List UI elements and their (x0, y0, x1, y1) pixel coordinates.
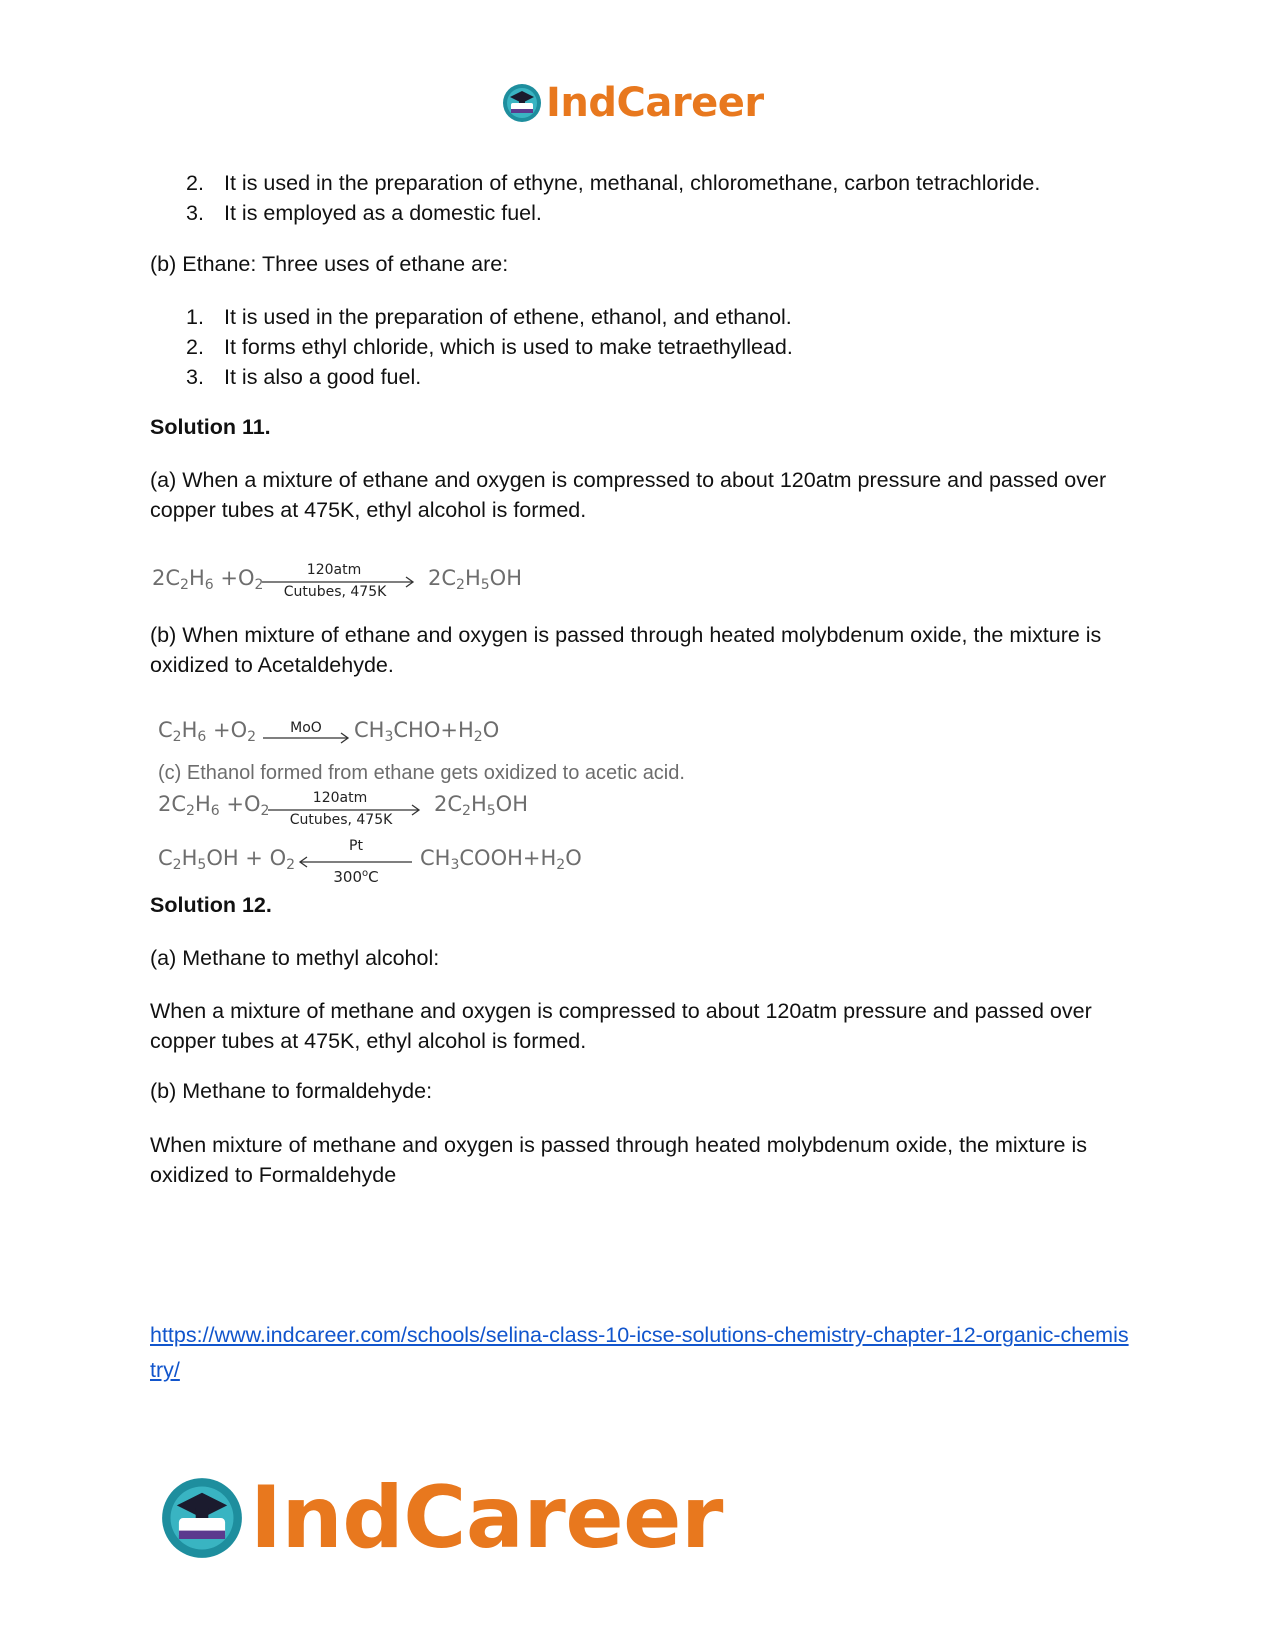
footer-logo (160, 1468, 723, 1568)
list-item: 3. It is employed as a domestic fuel. (186, 201, 542, 225)
equation-reactants: $2C_2H_6 +O_2$ (158, 792, 270, 819)
header-logo (502, 80, 764, 126)
arrow-condition-above: Pt (349, 838, 363, 854)
logo-wordmark: IndCareer (546, 80, 764, 126)
list-item: 2. It is used in the preparation of ethyne, methanal, chloromethane, carbon tetrachloride. (186, 171, 1041, 195)
arrow-condition-below: Cutubes, 475K (289, 812, 393, 828)
solution-11-a-text: (a) When a mixture of ethane and oxygen is compressed to about 120atm pressure and passed over copper tubes at 475K, ethyl alcohol is formed. (150, 468, 1107, 522)
solution-11-c-text: (c) Ethanol formed from ethane gets oxidized to acetic acid. (158, 762, 685, 784)
ethane-uses-list (150, 302, 1130, 392)
equation-reactants: $C_2H_5OH + O_2$ (158, 846, 296, 873)
list-item: 3. It is also a good fuel. (186, 365, 422, 389)
arrow-condition-above: 120atm (312, 790, 368, 806)
methane-uses-list (150, 168, 1130, 228)
equation-product: $2C_2H_5OH$ (434, 792, 528, 819)
graduation-book-icon (160, 1476, 244, 1560)
solution-12-heading: Solution 12. (150, 893, 272, 917)
methane-uses-list-block (150, 168, 1130, 228)
source-url-link[interactable]: https://www.indcareer.com/schools/selina-class-10-icse-solutions-chemistry-chapter-12-organic-chemistry/ (150, 1323, 1129, 1382)
solution-11-heading: Solution 11. (150, 415, 271, 439)
equation-reactants: $2C_2H_6 +O_2$ (152, 566, 264, 593)
arrow-condition-below: 300$^o$C (333, 868, 379, 886)
arrow-condition-below: Cutubes, 475K (283, 584, 387, 600)
arrow-condition-above: MoO (290, 720, 322, 736)
graduation-book-icon (502, 83, 542, 123)
equation-reactants: $C_2H_6 +O_2$ (158, 718, 257, 745)
solution-12-a-text: When a mixture of methane and oxygen is compressed to about 120atm pressure and passed over copper tubes at 475K, ethyl alcohol is formed. (150, 999, 1092, 1053)
equation-product: $CH_3COOH+H_2O$ (420, 846, 582, 873)
ethane-uses-list-block (150, 302, 1130, 392)
logo-wordmark: IndCareer (250, 1468, 723, 1568)
left-arrow-icon (298, 856, 414, 868)
equation-product: $CH_3CHO+H_2O$ (354, 718, 500, 745)
solution-12-b-text: When mixture of methane and oxygen is passed through heated molybdenum oxide, the mixture is oxidized to Formaldehyde (150, 1133, 1087, 1187)
solution-12-b-title: (b) Methane to formaldehyde: (150, 1079, 433, 1103)
equation-ethane-to-acetaldehyde (158, 718, 558, 758)
equation-product: $2C_2H_5OH$ (428, 566, 522, 593)
footer-link-block (150, 1318, 1130, 1388)
equation-ethane-to-ethanol (152, 556, 552, 606)
solution-12-a-title: (a) Methane to methyl alcohol: (150, 946, 440, 970)
list-item: 1. It is used in the preparation of ethene, ethanol, and ethanol. (186, 305, 792, 329)
list-item: 2. It forms ethyl chloride, which is used to make tetraethyllead. (186, 335, 793, 359)
equation-ethane-to-ethanol-repeat (158, 792, 558, 842)
solution-11-b-text: (b) When mixture of ethane and oxygen is passed through heated molybdenum oxide, the mixture is oxidized to Acetaldehyde. (150, 623, 1102, 677)
ethane-intro: (b) Ethane: Three uses of ethane are: (150, 252, 509, 276)
arrow-condition-above: 120atm (306, 562, 362, 578)
equation-ethanol-to-acetic-acid (158, 838, 598, 888)
